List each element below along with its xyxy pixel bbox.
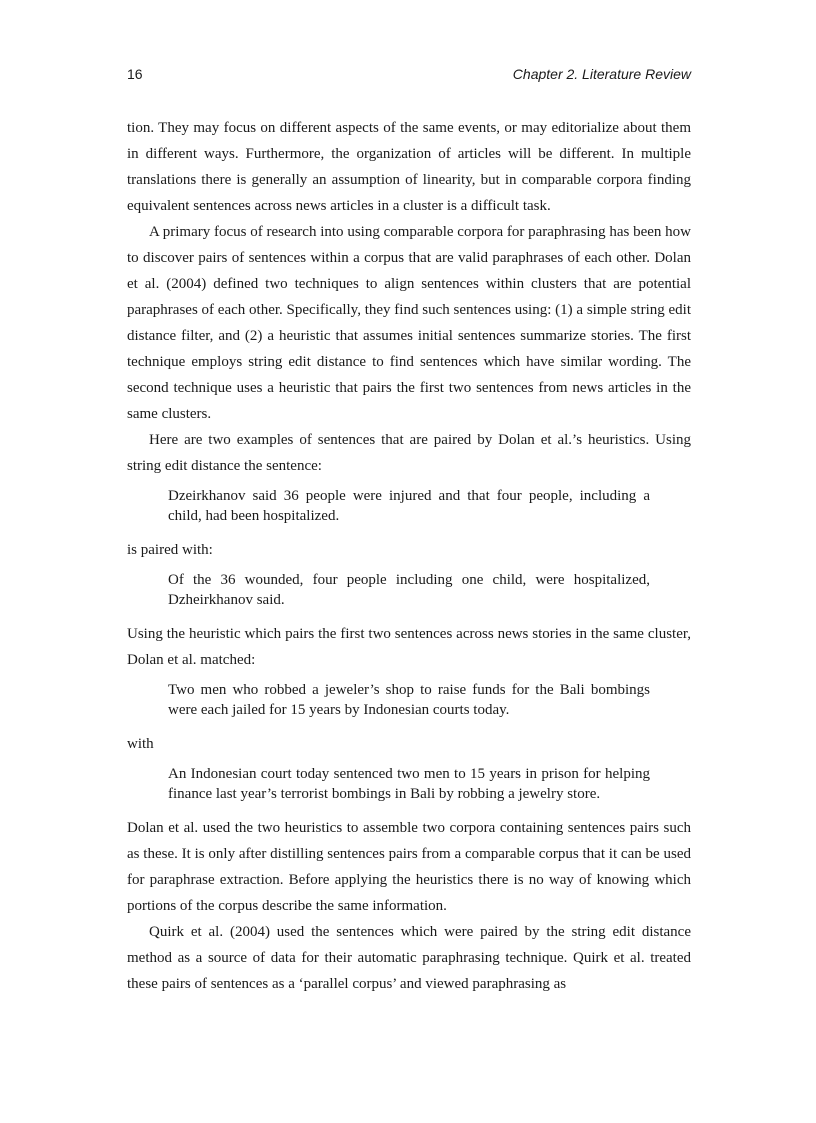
connector-text-with: with: [127, 736, 154, 752]
paragraph-heuristic-intro: Using the heuristic which pairs the first two sentences across news stories in the same cluster, Dolan et al. matched:: [127, 626, 691, 668]
paragraph-continued: tion. They may focus on different aspects of the same events, or may editorialize about them in different ways. Furthermore, the organization of articles will be different. In multiple translations there is generally an assumption of linearity, but in comparable corpora finding equivalent sentences across news articles in a cluster is a difficult task.: [127, 120, 691, 214]
running-head: Chapter 2. Literature Review: [512, 66, 691, 82]
paragraph-quirk: Quirk et al. (2004) used the sentences which were paired by the string edit distance method as a source of data for their automatic paraphrasing technique. Quirk et al. treated these pairs of sentences as a ‘parallel corpus’ and viewed paraphrasing as: [127, 924, 691, 992]
paragraph-dolan-corpora: Dolan et al. used the two heuristics to assemble two corpora containing sentences pairs such as these. It is only after distilling sentences pairs from a comparable corpus that it can be used for paraphrase extraction. Before applying the heuristics there is no way of knowing which portions of the corpus describe the same information.: [127, 820, 691, 914]
page-number: 16: [127, 66, 143, 82]
page-header: [127, 66, 691, 86]
example-quote-3: Two men who robbed a jeweler’s shop to raise funds for the Bali bombings were each jailed for 15 years by Indonesian courts today.: [168, 682, 650, 718]
example-quote-4: An Indonesian court today sentenced two men to 15 years in prison for helping finance last year’s terrorist bombings in Bali by robbing a jewelry store.: [168, 766, 650, 802]
connector-text-paired-with: is paired with:: [127, 542, 213, 558]
example-quote-1: Dzeirkhanov said 36 people were injured and that four people, including a child, had been hospitalized.: [168, 488, 650, 524]
example-quote-2: Of the 36 wounded, four people including one child, were hospitalized, Dzheirkhanov said.: [168, 572, 650, 608]
page-body: [127, 115, 691, 997]
paragraph-comparable-corpora: A primary focus of research into using comparable corpora for paraphrasing has been how to discover pairs of sentences within a corpus that are valid paraphrases of each other. Dolan et al. (2004) defined two techniques to align sentences within clusters that are potential paraphrases of each other. Specifically, they find such sentences using: (1) a simple string edit distance filter, and (2) a heuristic that assumes initial sentences summarize stories. The first technique employs string edit distance to find sentences which have similar wording. The second technique uses a heuristic that pairs the first two sentences from news articles in the same clusters.: [127, 224, 691, 422]
paragraph-examples-intro: Here are two examples of sentences that are paired by Dolan et al.’s heuristics. Using string edit distance the sentence:: [127, 432, 691, 474]
